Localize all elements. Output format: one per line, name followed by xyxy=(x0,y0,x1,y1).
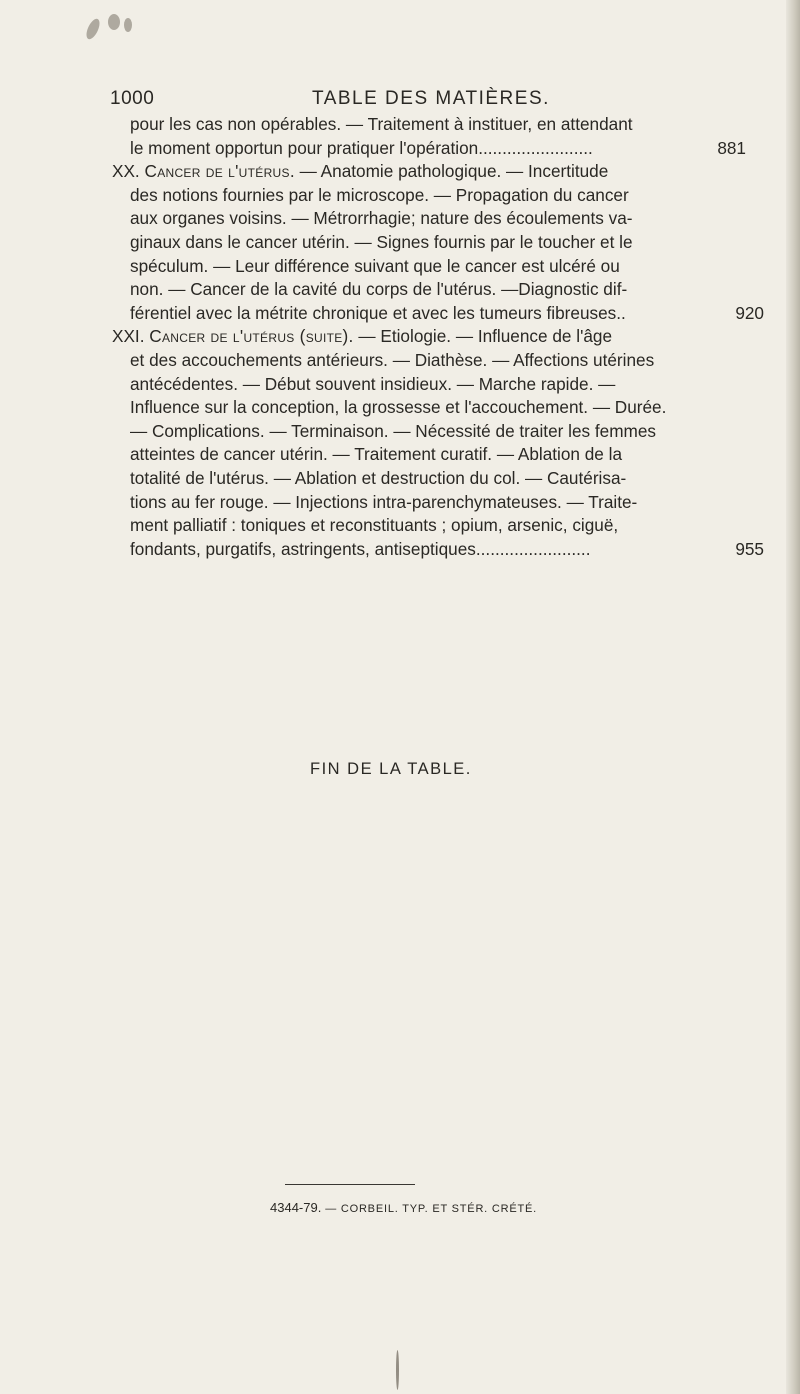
toc-line: ginaux dans le cancer utérin. — Signes fournis par le toucher et le xyxy=(130,231,633,252)
toc-line: férentiel avec la métrite chronique et avec les tumeurs fibreuses.. xyxy=(130,302,626,323)
toc-line: atteintes de cancer utérin. — Traitement curatif. — Ablation de la xyxy=(130,444,623,465)
toc-entry-xxi xyxy=(112,325,764,561)
imprint-text: — CORBEIL. TYP. ET STÉR. CRÉTÉ. xyxy=(325,1203,538,1215)
toc-line: le moment opportun pour pratiquer l'opération........................ xyxy=(130,137,593,158)
toc-page-ref: 955 xyxy=(735,538,764,559)
ink-mark xyxy=(396,1350,399,1390)
toc-entry-xx xyxy=(112,160,764,325)
page-number: 1000 xyxy=(110,88,155,109)
toc-page-ref: 920 xyxy=(735,302,764,323)
chapter-title: Cancer de l'utérus. xyxy=(144,161,295,182)
toc-line: fondants, purgatifs, astringents, antiseptiques........................ xyxy=(130,538,591,559)
chapter-number: XX. xyxy=(112,161,140,182)
page-header xyxy=(110,88,710,114)
toc-line: — Complications. — Terminaison. — Nécessité de traiter les femmes xyxy=(130,420,656,441)
page-edge-shadow xyxy=(786,0,800,1394)
ink-smudge xyxy=(84,17,102,41)
toc-line: aux organes voisins. — Métrorrhagie; nature des écoulements va- xyxy=(130,208,633,229)
toc-line: des notions fournies par le microscope. — Propagation du cancer xyxy=(130,184,629,205)
toc-line: — Etiologie. — Influence de l'âge xyxy=(353,326,613,347)
toc-line: spéculum. — Leur différence suivant que le cancer est ulcéré ou xyxy=(130,255,620,276)
table-of-contents xyxy=(112,113,764,561)
imprint-number: 4344-79. xyxy=(270,1200,322,1215)
toc-line: ment palliatif : toniques et reconstituants ; opium, arsenic, ciguë, xyxy=(130,515,619,536)
toc-line: non. — Cancer de la cavité du corps de l'utérus. —Diagnostic dif- xyxy=(130,279,628,300)
toc-entry-continued xyxy=(130,113,746,160)
chapter-title: Cancer de l'utérus (suite). xyxy=(149,326,354,347)
toc-page-ref: 881 xyxy=(717,137,746,158)
toc-line: et des accouchements antérieurs. — Diathèse. — Affections utérines xyxy=(130,349,655,370)
toc-line: — Anatomie pathologique. — Incertitude xyxy=(294,161,609,182)
ink-smudge xyxy=(124,18,132,32)
footer-rule xyxy=(285,1184,415,1185)
toc-line: Influence sur la conception, la grossesse et l'accouchement. — Durée. xyxy=(130,397,667,418)
chapter-number: XXI. xyxy=(112,326,145,347)
toc-line: tions au fer rouge. — Injections intra-parenchymateuses. — Traite- xyxy=(130,491,638,512)
end-of-table-heading: FIN DE LA TABLE. xyxy=(310,760,472,778)
running-title: TABLE DES MATIÈRES. xyxy=(312,88,550,109)
toc-line: pour les cas non opérables. — Traitement à instituer, en attendant xyxy=(130,114,633,134)
printer-imprint xyxy=(270,1200,537,1215)
toc-line: totalité de l'utérus. — Ablation et destruction du col. — Cautérisa- xyxy=(130,467,627,488)
toc-line: antécédentes. — Début souvent insidieux. — Marche rapide. — xyxy=(130,373,616,394)
ink-smudge xyxy=(108,14,120,30)
